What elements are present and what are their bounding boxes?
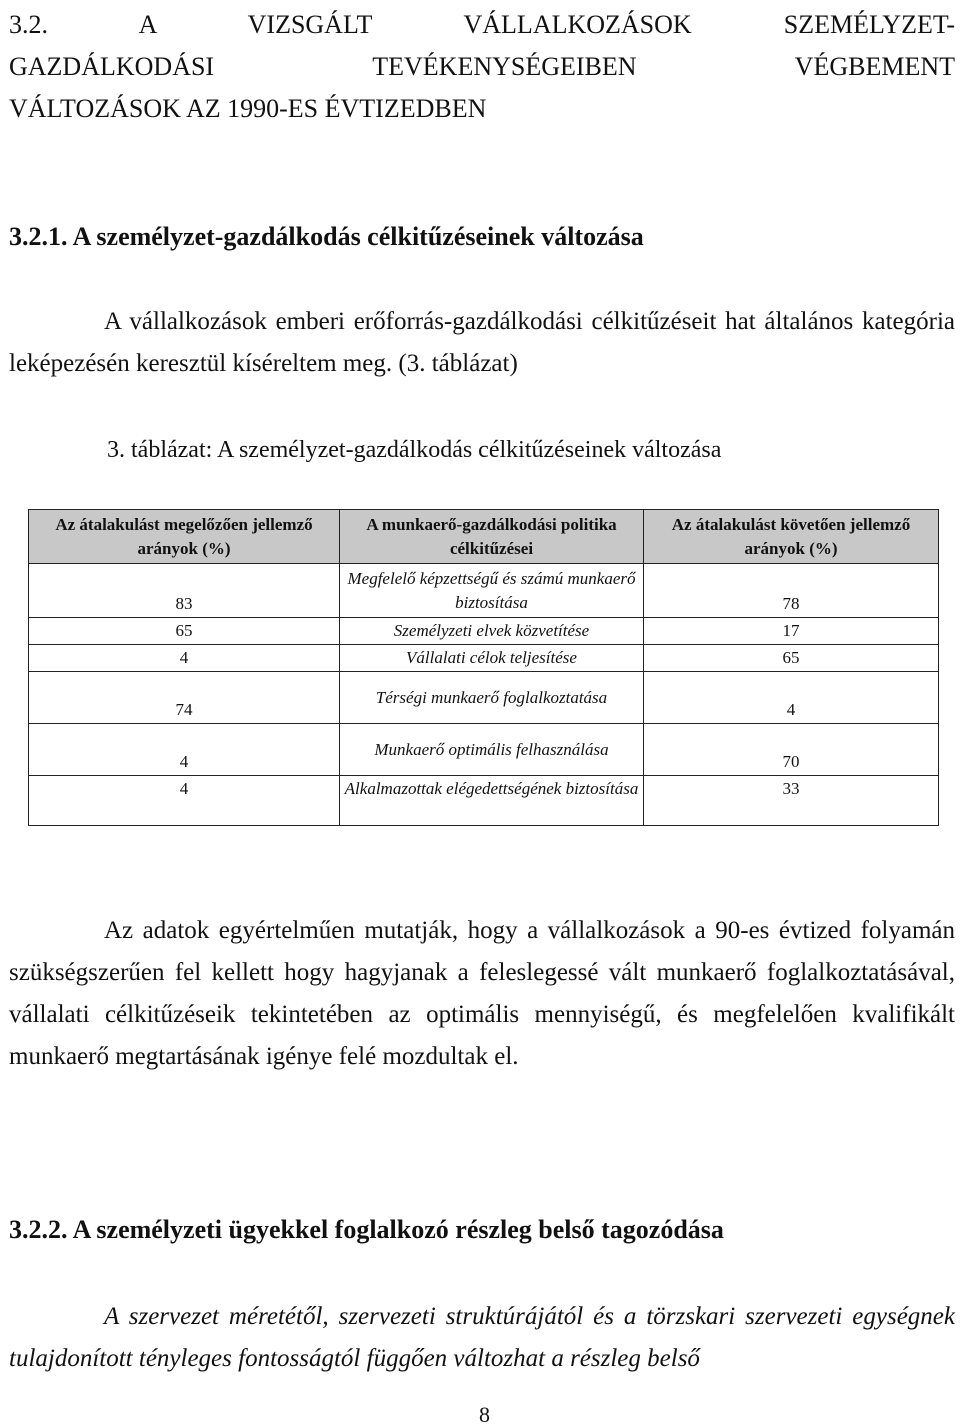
table-row <box>29 618 939 645</box>
objectives-table <box>28 509 939 826</box>
cell-before: 4 <box>29 645 340 672</box>
cell-after: 17 <box>644 618 939 645</box>
cell-after: 78 <box>644 564 939 618</box>
section-heading-3-2-2: 3.2.2. A személyzeti ügyekkel foglalkozó részleg belső tagozódása <box>9 1215 724 1244</box>
cell-goal: Személyzeti elvek közvetítése <box>340 618 644 645</box>
analysis-text: Az adatok egyértelműen mutatják, hogy a vállalkozások a 90-es évtized folyamán szükségszerűen fel kellett hogy hagyjanak a feleslegessé vált munkaerő foglalkoztatásával, vállalati célkitűzéseik tekintetében az optimális mennyiségű, és megfelelően kvalifikált munkaerő megtartásának igénye felé mozdultak el. <box>9 917 955 1070</box>
intro-text: A vállalkozások emberi erőforrás-gazdálkodási célkitűzéseit hat általános kategória leképezésén keresztül kíséreltem meg. (3. táblázat) <box>9 308 955 377</box>
section2-text: A szervezet méretétől, szervezeti struktúrájától és a törzskari szervezeti egységnek tulajdonított tényleges fontosságtól függően változhat a részleg belső <box>9 1303 955 1372</box>
table-row <box>29 564 939 618</box>
cell-goal: Munkaerő optimális felhasználása <box>340 724 644 776</box>
header-goal: A munkaerő-gazdálkodási politika célkitűzései <box>340 510 644 564</box>
cell-before: 65 <box>29 618 340 645</box>
cell-goal: Térségi munkaerő foglalkoztatása <box>340 672 644 724</box>
cell-goal: Vállalati célok teljesítése <box>340 645 644 672</box>
cell-goal: Megfelelő képzettségű és számú munkaerő biztosítása <box>340 564 644 618</box>
table-row <box>29 672 939 724</box>
cell-goal: Alkalmazottak elégedettségének biztosítása <box>340 776 644 826</box>
page-number: 8 <box>479 1402 490 1427</box>
table-row <box>29 776 939 826</box>
section2-paragraph <box>9 1296 955 1380</box>
chapter-heading-line-2: GAZDÁLKODÁSI TEVÉKENYSÉGEIBEN VÉGBEMENT <box>9 52 955 81</box>
cell-after: 70 <box>644 724 939 776</box>
section-heading-3-2-1: 3.2.1. A személyzet-gazdálkodás célkitűzéseinek változása <box>9 222 644 251</box>
table-caption: 3. táblázat: A személyzet-gazdálkodás célkitűzéseinek változása <box>107 437 722 463</box>
table-header-row <box>29 510 939 564</box>
cell-after: 4 <box>644 672 939 724</box>
cell-after: 65 <box>644 645 939 672</box>
cell-after: 33 <box>644 776 939 826</box>
cell-before: 74 <box>29 672 340 724</box>
table-row <box>29 645 939 672</box>
analysis-paragraph <box>9 910 955 1078</box>
intro-paragraph <box>9 301 955 385</box>
cell-before: 4 <box>29 776 340 826</box>
table-row <box>29 724 939 776</box>
chapter-heading-line-1: 3.2. A VIZSGÁLT VÁLLALKOZÁSOK SZEMÉLYZET- <box>9 10 955 39</box>
header-before: Az átalakulást megelőzően jellemző arányok (%) <box>29 510 340 564</box>
cell-before: 4 <box>29 724 340 776</box>
chapter-heading-line-3: VÁLTOZÁSOK AZ 1990-ES ÉVTIZEDBEN <box>9 94 487 123</box>
cell-before: 83 <box>29 564 340 618</box>
chapter-heading <box>9 4 955 130</box>
header-after: Az átalakulást követően jellemző arányok (%) <box>644 510 939 564</box>
